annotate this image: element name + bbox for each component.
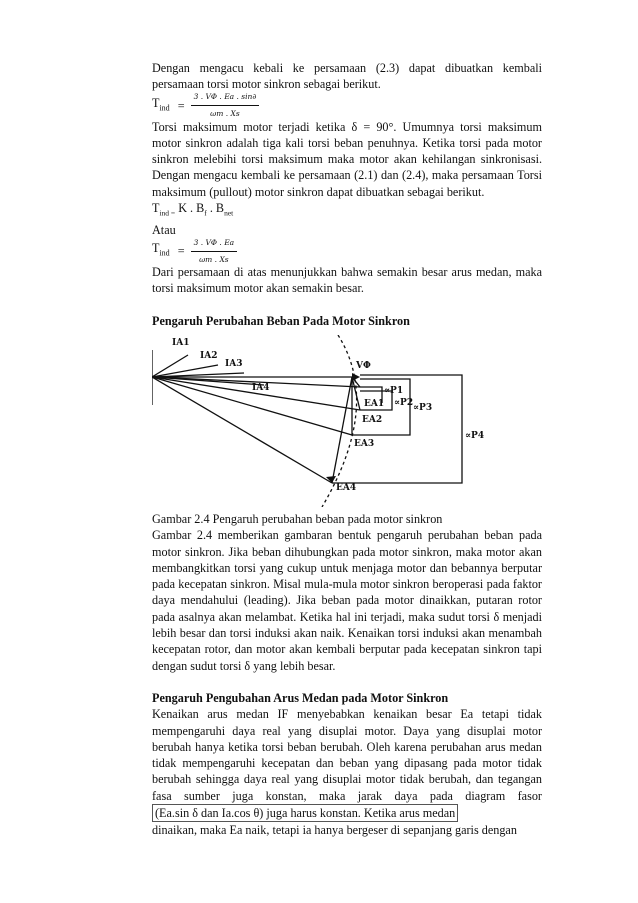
- label-p3: ∝P3: [413, 403, 433, 413]
- ea4-vector: [152, 377, 332, 483]
- eq2-bf-subscript: f: [204, 208, 207, 218]
- eq3-denominator: ωm . Xs: [199, 254, 229, 264]
- label-p1: ∝P1: [384, 386, 404, 396]
- eq1-equals: =: [177, 98, 185, 113]
- label-ea2: EA2: [362, 415, 383, 425]
- word-fasor: fasor: [517, 788, 542, 803]
- label-vphi: VΦ: [356, 361, 371, 371]
- eq3-fraction: [191, 236, 238, 267]
- ea4-arrowhead: [326, 476, 336, 483]
- label-p2: ∝P2: [394, 398, 414, 408]
- paragraph-conclusion: Dari persamaan di atas menunjukkan bahwa semakin besar arus medan, maka torsi maksimum motor akan semakin besar.: [152, 265, 542, 296]
- eq2-mid: . B: [206, 201, 225, 216]
- v-phi-arrowhead: [352, 373, 360, 381]
- eq3-numerator: 3 . VΦ . Ea: [191, 236, 238, 252]
- paragraph-field-current: Kenaikan arus medan IF menyebabkan kenaikan besar Ea tetapi tidak mempengaruhi daya real yang disuplai motor. Daya yang disuplai motor berubah hanya ketika torsi beban berubah. Oleh karena perubahan arus medan tidak mempengaruhi kecepatan dan beban yang dipasang pada motor tidak berubah sehingga daya real yang disuplai motor tidak berubah, dan tegangan fasa sumber juga konstan, maka jarak daya pada diagram: [152, 707, 542, 803]
- label-ea4: EA4: [336, 483, 357, 493]
- eq2-subscript: ind =: [159, 208, 176, 218]
- word-atau: Atau: [152, 222, 176, 237]
- equation-torque-flux: [152, 200, 542, 222]
- boxed-phasor-text: (Ea.sin δ dan Ia.cos θ) juga harus konstan. Ketika arus medan: [152, 804, 458, 822]
- paragraph-intro: Dengan mengacu kebali ke persamaan (2.3) dapat dibuatkan kembali persamaan torsi motor sinkron sebagai berikut.: [152, 61, 542, 92]
- equation-torque-full: [152, 93, 542, 119]
- eq2-symbol: T: [152, 201, 160, 216]
- equation-torque-max: [152, 238, 542, 264]
- heading-load-change: Pengaruh Perubahan Beban Pada Motor Sinkron: [152, 313, 410, 328]
- eq1-symbol: T: [152, 95, 160, 110]
- paragraph-load-effect: Gambar 2.4 memberikan gambaran bentuk pengaruh perubahan beban pada motor sinkron. Jika beban dihubungkan pada motor sinkron, maka motor akan membangkitkan torsi yang cukup untuk menjaga motor dan bebannya berputar pada kecepatan sinkron. Misal mula-mula motor sinkron beroperasi pada faktor daya mendahului (leading). Jika beban pada motor dinaikkan, putaran rotor pada asalnya akan melambat. Ketika hal ini terjadi, maka sudut torsi δ menjadi lebih besar dan torsi induksi akan naik. Kenaikan torsi induksi akan menambah kecepatan rotor, dan motor akan kembali berputar pada kecepatan sinkron tapi dengan sudut torsi δ yang lebih besar.: [152, 528, 542, 673]
- eq1-subscript: ind: [159, 103, 170, 113]
- heading-field-current: Pengaruh Pengubahan Arus Medan pada Motor Sinkron: [152, 690, 449, 705]
- label-ia1: IA1: [172, 338, 190, 348]
- label-ia2: IA2: [200, 351, 218, 361]
- document-page: [152, 60, 542, 839]
- label-ea1: EA1: [364, 399, 385, 409]
- paragraph-field-continued: dinaikan, maka Ea naik, tetapi ia hanya bergeser di sepanjang garis dengan: [152, 823, 517, 838]
- phasor-diagram-figure: [152, 335, 502, 507]
- label-ia4: IA4: [252, 383, 270, 393]
- label-ea3: EA3: [354, 439, 375, 449]
- figure-caption: Gambar 2.4 Pengaruh perubahan beban pada motor sinkron: [152, 512, 443, 526]
- eq3-symbol: T: [152, 241, 160, 256]
- paragraph-max-torque: Torsi maksimum motor terjadi ketika δ = 90°. Umumnya torsi maksimum motor sinkron adalah tiga kali torsi beban penuhnya. Ketika torsi pada motor sinkron melebihi torsi maksimum maka motor akan kehilangan sinkronisasi. Dengan mengacu kembali ke persamaan (2.1) dan (2.4), maka persamaan Torsi maksimum (pullout) motor sinkron dapat dibuatkan sebagai berikut.: [152, 119, 542, 199]
- eq1-fraction: [191, 90, 260, 121]
- eq2-bnet-subscript: net: [224, 208, 234, 218]
- label-p4: ∝P4: [465, 431, 485, 441]
- eq1-denominator: ωm . Xs: [210, 109, 240, 119]
- eq2-k: K . B: [175, 201, 205, 216]
- label-ia3: IA3: [225, 359, 243, 369]
- eq3-subscript: ind: [159, 248, 170, 258]
- eq1-numerator: 3 . VΦ . Ea . sin∂: [191, 90, 260, 106]
- eq3-equals: =: [177, 244, 185, 259]
